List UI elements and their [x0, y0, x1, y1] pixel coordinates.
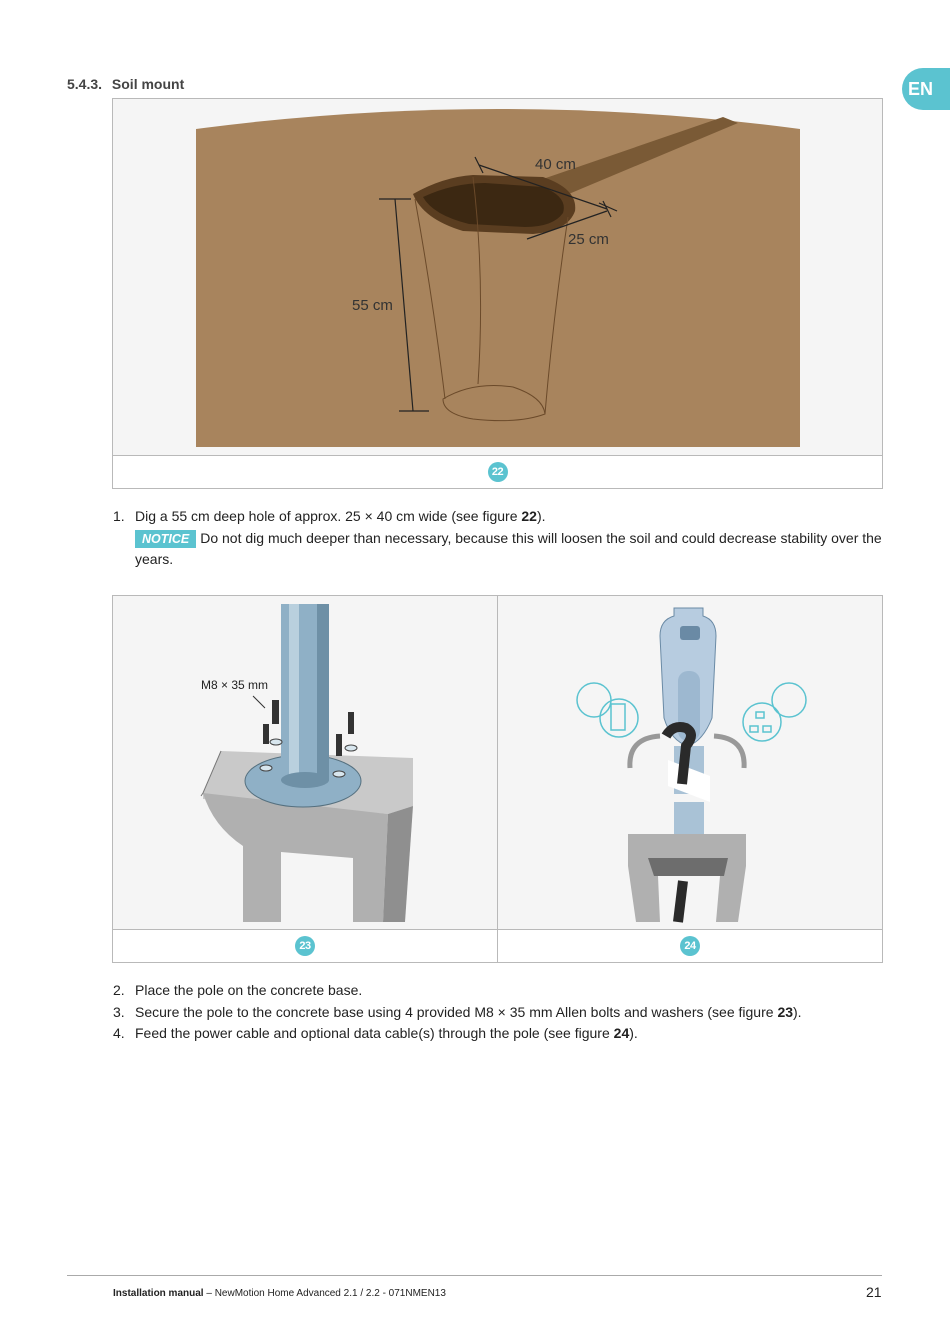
figure-ref: 24: [613, 1025, 630, 1041]
step-text-end: ).: [793, 1003, 802, 1020]
notice-text: Do not dig much deeper than necessary, because this will loosen the soil and could decrease stability over the years.: [135, 529, 882, 567]
figure-caption-bar: [113, 929, 497, 962]
figure-caption-bar: [113, 455, 882, 488]
step-number: 3.: [113, 1003, 125, 1020]
step-text: Dig a 55 cm deep hole of approx. 25 × 40 cm wide (see figure: [135, 508, 522, 524]
step-text-end: ).: [629, 1025, 638, 1041]
figure-23: [112, 595, 498, 963]
figure-ref: 23: [777, 1003, 794, 1020]
footer-divider: [67, 1275, 882, 1276]
section-number: 5.4.3.: [67, 76, 103, 92]
figure-22: [112, 98, 883, 489]
notice-label: NOTICE: [135, 530, 196, 548]
step-number: 4.: [113, 1025, 125, 1041]
list-item: [113, 980, 883, 1002]
section-title: Soil mount: [111, 76, 185, 92]
figure-ref: 22: [521, 508, 537, 524]
step-text: Feed the power cable and optional data cable(s) through the pole (see figure: [135, 1025, 614, 1041]
pole-bolts-illustration: [113, 596, 497, 930]
steps-list: [113, 980, 883, 1045]
step-number: 2.: [113, 982, 125, 998]
footer: [113, 1288, 446, 1299]
figure-badge: 22: [488, 462, 508, 482]
cable-feed-illustration: [498, 596, 882, 930]
list-item: [113, 1023, 883, 1045]
dim-width-label: 25 cm: [568, 231, 609, 248]
soil-hole-illustration: [113, 99, 882, 456]
footer-title: Installation manual: [113, 1288, 204, 1299]
figure-24: [497, 595, 883, 963]
dim-length-label: 40 cm: [535, 156, 576, 173]
step-1: [113, 506, 883, 571]
figure-badge: 24: [680, 936, 700, 956]
section-heading: [67, 76, 184, 92]
step-text-end: ).: [536, 508, 546, 524]
page-number: 21: [866, 1284, 882, 1300]
dim-depth-label: 55 cm: [352, 297, 393, 314]
notice-block: [135, 528, 883, 571]
step-text: Place the pole on the concrete base.: [135, 982, 363, 998]
bolt-size-label: M8 × 35 mm: [201, 678, 269, 692]
list-item: [113, 1002, 883, 1024]
figure-badge: 23: [295, 936, 315, 956]
figure-caption-bar: [498, 929, 882, 962]
language-label: EN: [908, 78, 934, 99]
step-number: 1.: [113, 508, 125, 524]
footer-subtitle: – NewMotion Home Advanced 2.1 / 2.2 - 071NMEN13: [203, 1288, 446, 1299]
list-item: [113, 506, 883, 571]
step-text: Secure the pole to the concrete base using 4 provided M8 × 35 mm Allen bolts and washers (see figure: [135, 1003, 778, 1020]
language-tab: [902, 68, 950, 110]
